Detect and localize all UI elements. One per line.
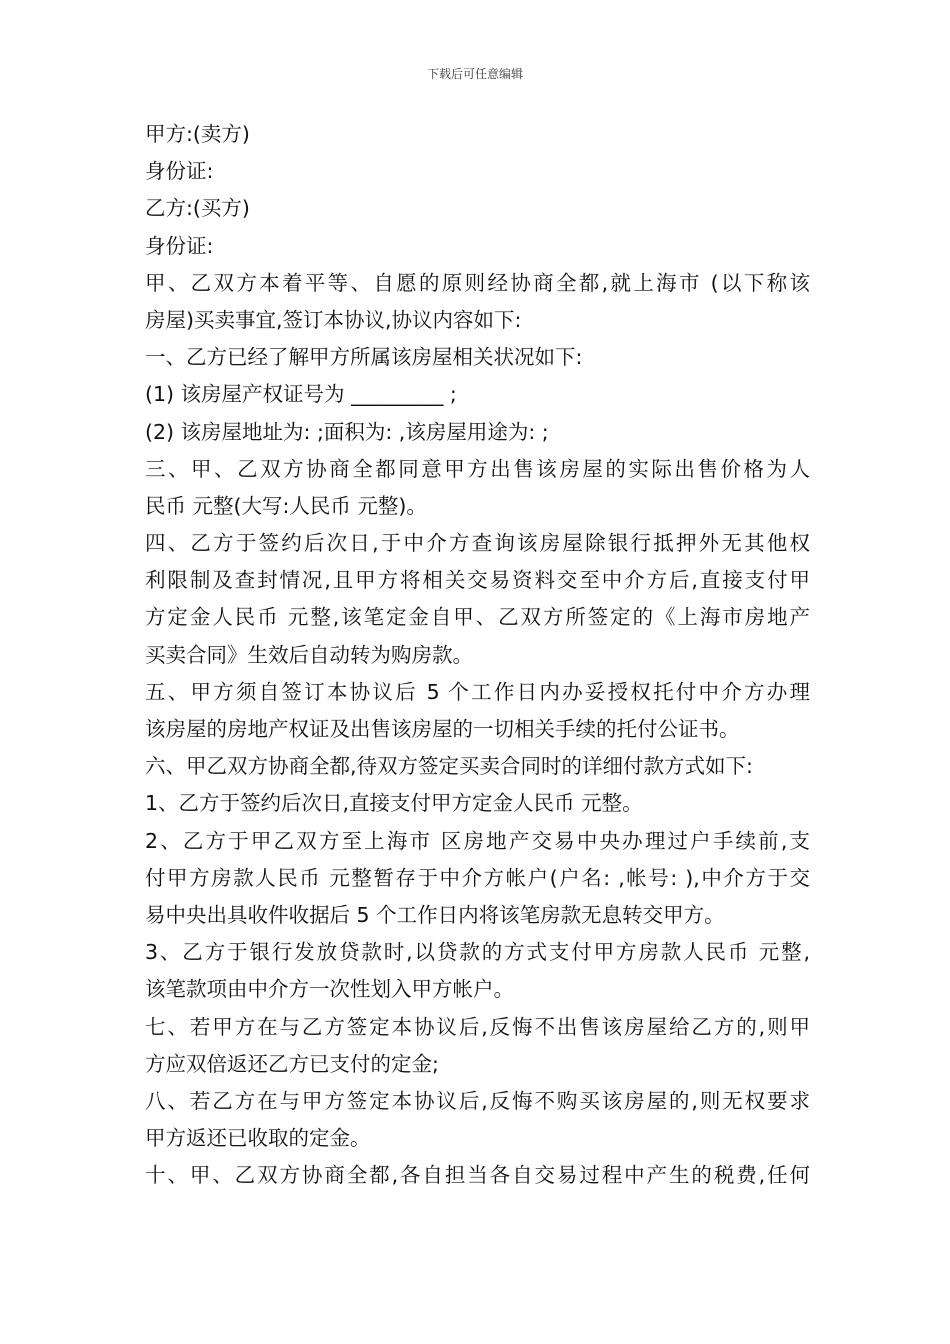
document-line: 该笔款项由中介方一次性划入甲方帐户。 (145, 977, 514, 1002)
document-line: 该房屋的房地产权证及出售该房屋的一切相关手续的托付公证书。 (145, 717, 740, 741)
document-line: 买卖合同》生效后自动转为购房款。 (145, 642, 473, 667)
document-line: 方定金人民币 元整,该笔定金自甲、乙双方所签定的《上海市房地产 (145, 605, 810, 630)
document-line: 方应双倍返还乙方已支付的定金; (145, 1051, 439, 1076)
document-line: 十、甲、乙双方协商全都,各自担当各自交易过程中产生的税费,任何 (145, 1163, 810, 1188)
document-line: 付甲方房款人民币 元整暂存于中介方帐户(户名: ,帐号: ),中介方于交 (145, 865, 810, 890)
document-line: 三、甲、乙双方协商全都同意甲方出售该房屋的实际出售价格为人 (145, 456, 810, 481)
document-line: 民币 元整(大写:人民币 元整)。 (145, 493, 427, 518)
document-line: 四、乙方于签约后次日,于中介方查询该房屋除银行抵押外无其他权 (145, 531, 810, 556)
document-line: (2) 该房屋地址为: ;面积为: ,该房屋用途为: ; (145, 419, 549, 444)
document-line: 房屋)买卖事宜,签订本协议,协议内容如下: (145, 307, 522, 332)
document-line: 五、甲方须自签订本协议后 5 个工作日内办妥授权托付中介方办理 (145, 679, 810, 704)
document-line: 甲、乙双方本着平等、自愿的原则经协商全都,就上海市 (以下称该 (145, 270, 810, 295)
document-line: 一、乙方已经了解甲方所属该房屋相关状况如下: (145, 345, 583, 370)
document-line: 甲方:(卖方) (145, 122, 250, 146)
document-line: 易中央出具收件收据后 5 个工作日内将该笔房款无息转交甲方。 (145, 902, 725, 927)
document-line: 2、乙方于甲乙双方至上海市 区房地产交易中央办理过户手续前,支 (145, 828, 810, 853)
document-line: (1) 该房屋产权证号为 _________ ; (145, 382, 457, 407)
document-line: 乙方:(买方) (145, 196, 250, 221)
document-line: 3、乙方于银行发放贷款时,以贷款的方式支付甲方房款人民币 元整, (145, 940, 810, 965)
page-header-note: 下载后可任意编辑 (426, 67, 523, 81)
document-line: 甲方返还已收取的定金。 (145, 1126, 371, 1151)
document-line: 八、若乙方在与甲方签定本协议后,反悔不购买该房屋的,则无权要求 (145, 1088, 810, 1113)
document-body (145, 116, 810, 1194)
document-line: 七、若甲方在与乙方签定本协议后,反悔不出售该房屋给乙方的,则甲 (145, 1014, 810, 1039)
document-line: 身份证: (145, 233, 214, 258)
document-line: 身份证: (145, 159, 214, 184)
document-line: 六、甲乙双方协商全都,待双方签定买卖合同时的详细付款方式如下: (145, 754, 753, 779)
document-line: 利限制及查封情况,且甲方将相关交易资料交至中介方后,直接支付甲 (145, 568, 810, 593)
document-line: 1、乙方于签约后次日,直接支付甲方定金人民币 元整。 (145, 791, 643, 816)
